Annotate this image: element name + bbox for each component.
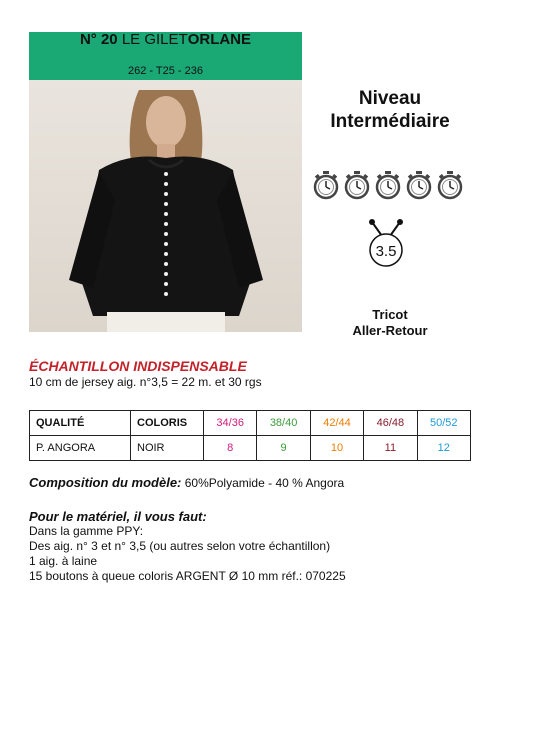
stopwatch-icon	[436, 170, 464, 200]
difficulty-level	[310, 87, 470, 133]
table-header-row	[30, 411, 471, 436]
difficulty-timers	[312, 170, 464, 200]
header-quality: QUALITÉ	[30, 411, 131, 436]
material-line: 1 aig. à laine	[29, 554, 98, 568]
model-photo-illustration	[29, 80, 302, 332]
technique	[310, 307, 470, 339]
knitting-needles-icon	[362, 218, 410, 270]
header-size: 46/48	[364, 411, 417, 436]
material-line: Dans la gamme PPY:	[29, 524, 144, 538]
level-line-1: Niveau	[358, 88, 422, 109]
pattern-reference: 262 - T25 - 236	[127, 65, 203, 77]
row-quantity: 9	[257, 436, 310, 461]
row-quantity: 10	[310, 436, 363, 461]
technique-line-1: Tricot	[372, 307, 408, 322]
pattern-number: N° 20	[79, 31, 118, 48]
row-quality: P. ANGORA	[30, 436, 131, 461]
pattern-label: LE GILET	[121, 31, 188, 48]
material-line: Des aig. n° 3 et n° 3,5 (ou autres selon votre échantillon)	[29, 539, 331, 553]
technique-line-2: Aller-Retour	[352, 323, 428, 338]
material-label: Pour le matériel, il vous faut:	[29, 509, 207, 524]
row-quantity: 12	[417, 436, 470, 461]
material-line: 15 boutons à queue coloris ARGENT Ø 10 mm réf.: 070225	[29, 569, 346, 583]
row-quantity: 8	[204, 436, 257, 461]
size-table	[29, 410, 471, 461]
material-list	[29, 509, 346, 584]
row-quantity: 11	[364, 436, 417, 461]
stopwatch-icon	[343, 170, 371, 200]
gauge-title: ÉCHANTILLON INDISPENSABLE	[29, 358, 247, 374]
page-title	[29, 32, 302, 47]
gauge-text: 10 cm de jersey aig. n°3,5 = 22 m. et 30 rgs	[29, 375, 262, 389]
table-row	[30, 436, 471, 461]
header-size: 38/40	[257, 411, 310, 436]
header-band	[29, 32, 302, 80]
pattern-name: ORLANE	[187, 31, 252, 48]
header-size: 50/52	[417, 411, 470, 436]
stopwatch-icon	[312, 170, 340, 200]
composition	[29, 475, 344, 490]
header-size: 42/44	[310, 411, 363, 436]
model-photo	[29, 80, 302, 332]
stopwatch-icon	[405, 170, 433, 200]
needle-size-label: 3.5	[375, 243, 397, 260]
level-line-2: Intermédiaire	[330, 111, 450, 132]
row-color: NOIR	[131, 436, 204, 461]
composition-value: 60%Polyamide - 40 % Angora	[184, 476, 345, 490]
composition-label: Composition du modèle:	[29, 475, 182, 490]
header-size: 34/36	[204, 411, 257, 436]
stopwatch-icon	[374, 170, 402, 200]
header-color: COLORIS	[131, 411, 204, 436]
